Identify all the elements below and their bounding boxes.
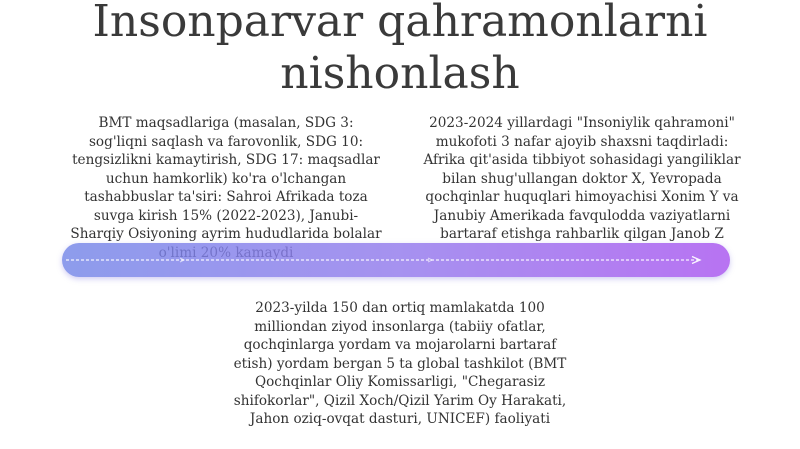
timeline-item-text-right: 2023-2024 yillardagi "Insoniylik qahramoni" mukofoti 3 nafar ajoyib shaxsni taqdirladi: Afrika qit'asida tibbiyot sohasidagi yangiliklar bilan shug'ullangan doktor X, Yevropada qochqinlar huquqlari himoyachisi Xonim Y va Janubiy Amerikada favqulodda vaziyatlarni bartaraf etishga rahbarlik qilgan Janob Z: [423, 115, 741, 242]
timeline-item-text-bottom: 2023-yilda 150 dan ortiq mamlakatda 100 milliondan ziyod insonlarga (tabiiy ofatlar, qochqinlarga yordam va mojarolarni bartaraf etish) yordam bergan 5 ta global tashkilot (BMT Qochqinlar Oliy Komissarligi, "Chegarasiz shifokorlar", Qizil Xoch/Qizil Yarim Oy Harakati, Jahon oziq-ovqat dasturi, UNICEF) faoliyati: [233, 300, 567, 427]
timeline-bar: [62, 243, 730, 277]
page-title: Insonparvar qahramonlarni nishonlash: [92, 0, 708, 99]
timeline-item-text-left: BMT maqsadlariga (masalan, SDG 3: sog'liqni saqlash va farovonlik, SDG 10: tengsizlikni kamaytirish, SDG 17: maqsadlar uchun hamkorlik) ko'ra o'lchangan tashabbuslar ta'siri: Sahroi Afrikada toza suvga kirish 15% (2022-2023), Janubi-Sharqiy Osiyoning ayrim hududlarida bolalar: [70, 115, 382, 242]
timeline-line-arrow-icon: [62, 243, 730, 277]
